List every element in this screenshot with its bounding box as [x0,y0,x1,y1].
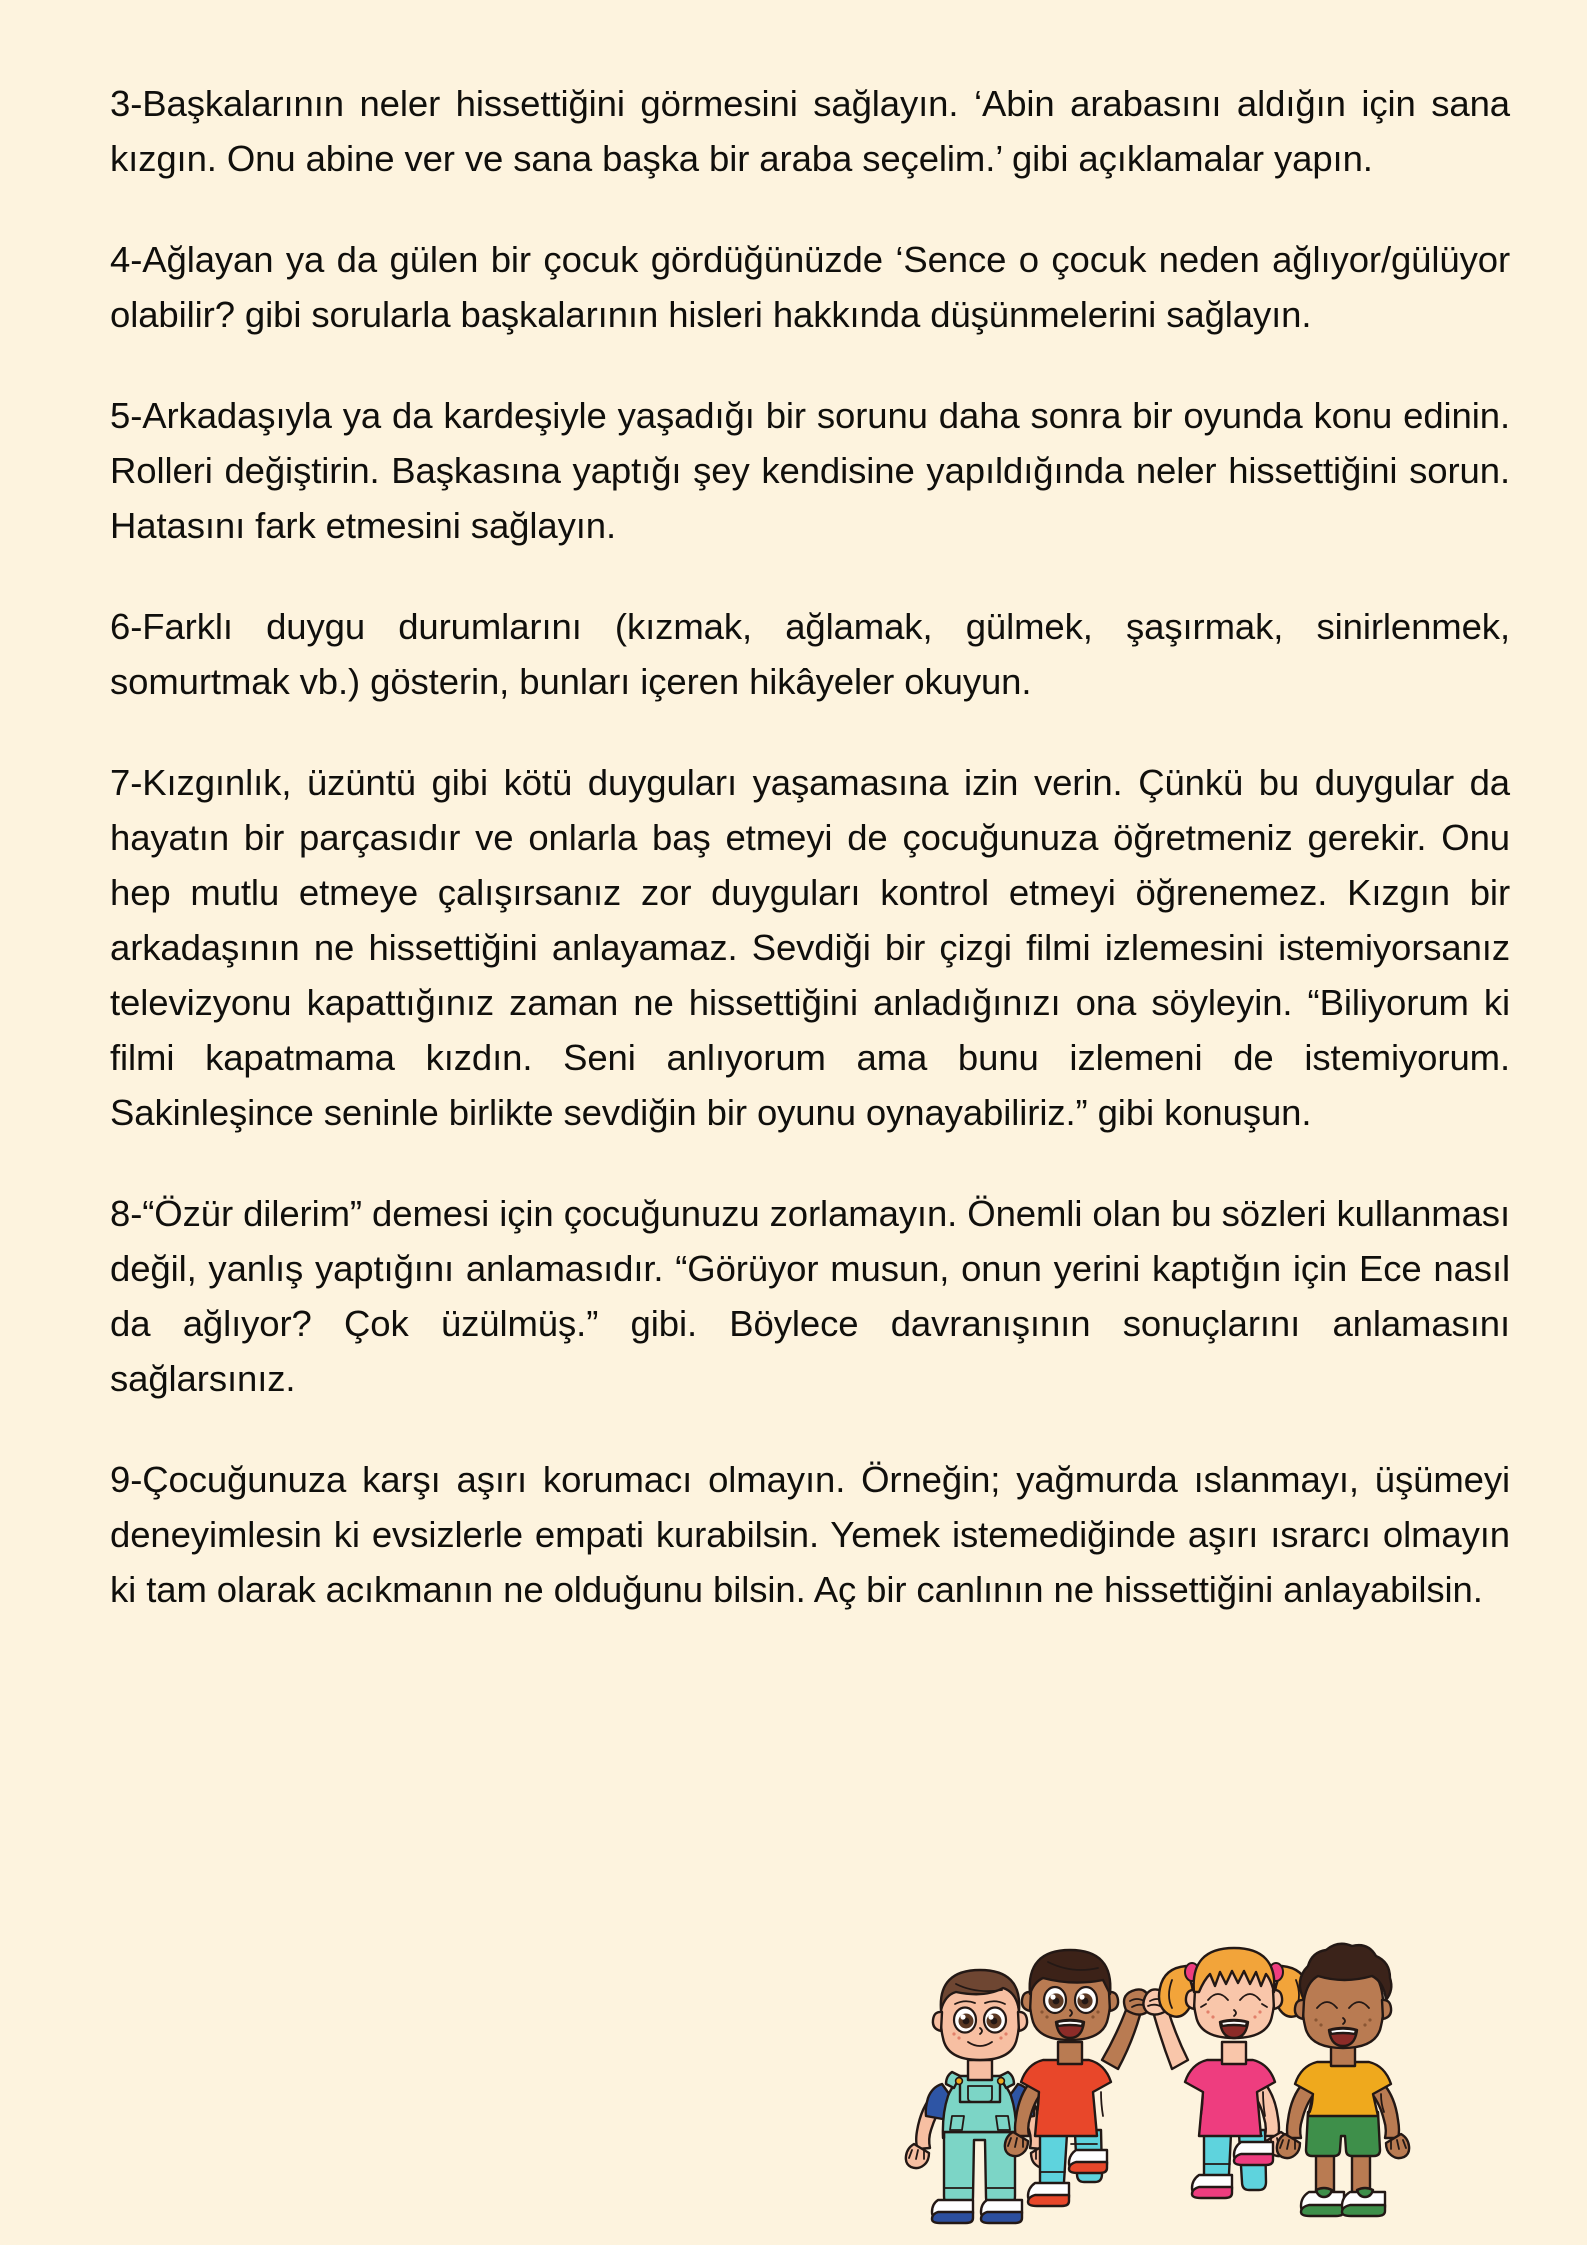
paragraph-7: 7-Kızgınlık, üzüntü gibi kötü duyguları yaşamasına izin verin. Çünkü bu duygular da hayatın bir parçasıdır ve onlarla baş etmeyi de çocuğunuza öğretmeniz gerekir. Onu hep mutlu etmeye çalışırsanız zor duyguları kontrol etmeyi öğrenemez. Kızgın bir arkadaşının ne hissettiğini anlayamaz. Sevdiği bir çizgi filmi izlemesini istemiyorsanız televizyonu kapattığınız zaman ne hissettiğini anladığınızı ona söyleyin. “Biliyorum ki filmi kapatmama kızdın. Seni anlıyorum ama bunu izlemeni de istemiyorum. Sakinleşince seninle birlikte sevdiğin bir oyunu oynayabiliriz.” gibi konuşun. [110,762,1510,1133]
paragraph-5: 5-Arkadaşıyla ya da kardeşiyle yaşadığı bir sorunu daha sonra bir oyunda konu edinin. Rolleri değiştirin. Başkasına yaptığı şey kendisine yapıldığında neler hissettiğini sorun. Hatasını fark etmesini sağlayın. [110,395,1510,546]
four-children-illustration [880,1900,1420,2245]
document-body [110,76,1510,1617]
paragraph-6: 6-Farklı duygu durumlarını (kızmak, ağlamak, gülmek, şaşırmak, sinirlenmek, somurtmak vb.) gösterin, bunları içeren hikâyeler okuyun. [110,606,1510,702]
paragraph-9: 9-Çocuğunuza karşı aşırı korumacı olmayın. Örneğin; yağmurda ıslanmayı, üşümeyi deneyimlesin ki evsizlerle empati kurabilsin. Yemek istemediğinde aşırı ısrarcı olmayın ki tam olarak acıkmanın ne olduğunu bilsin. Aç bir canlının ne hissettiğini anlayabilsin. [110,1459,1510,1610]
paragraph-3: 3-Başkalarının neler hissettiğini görmesini sağlayın. ‘Abin arabasını aldığın için sana kızgın. Onu abine ver ve sana başka bir araba seçelim.’ gibi açıklamalar yapın. [110,83,1510,179]
paragraph-4: 4-Ağlayan ya da gülen bir çocuk gördüğünüzde ‘Sence o çocuk neden ağlıyor/gülüyor olabilir? gibi sorularla başkalarının hisleri hakkında düşünmelerini sağlayın. [110,239,1510,335]
paragraph-8: 8-“Özür dilerim” demesi için çocuğunuzu zorlamayın. Önemli olan bu sözleri kullanması değil, yanlış yaptığını anlamasıdır. “Görüyor musun, onun yerini kaptığın için Ece nasıl da ağlıyor? Çok üzülmüş.” gibi. Böylece davranışının sonuçlarını anlamasını sağlarsınız. [110,1193,1510,1399]
child-3-girl-pink-shirt [1143,1948,1309,2198]
child-2-boy-red-shirt [1005,1950,1151,2206]
